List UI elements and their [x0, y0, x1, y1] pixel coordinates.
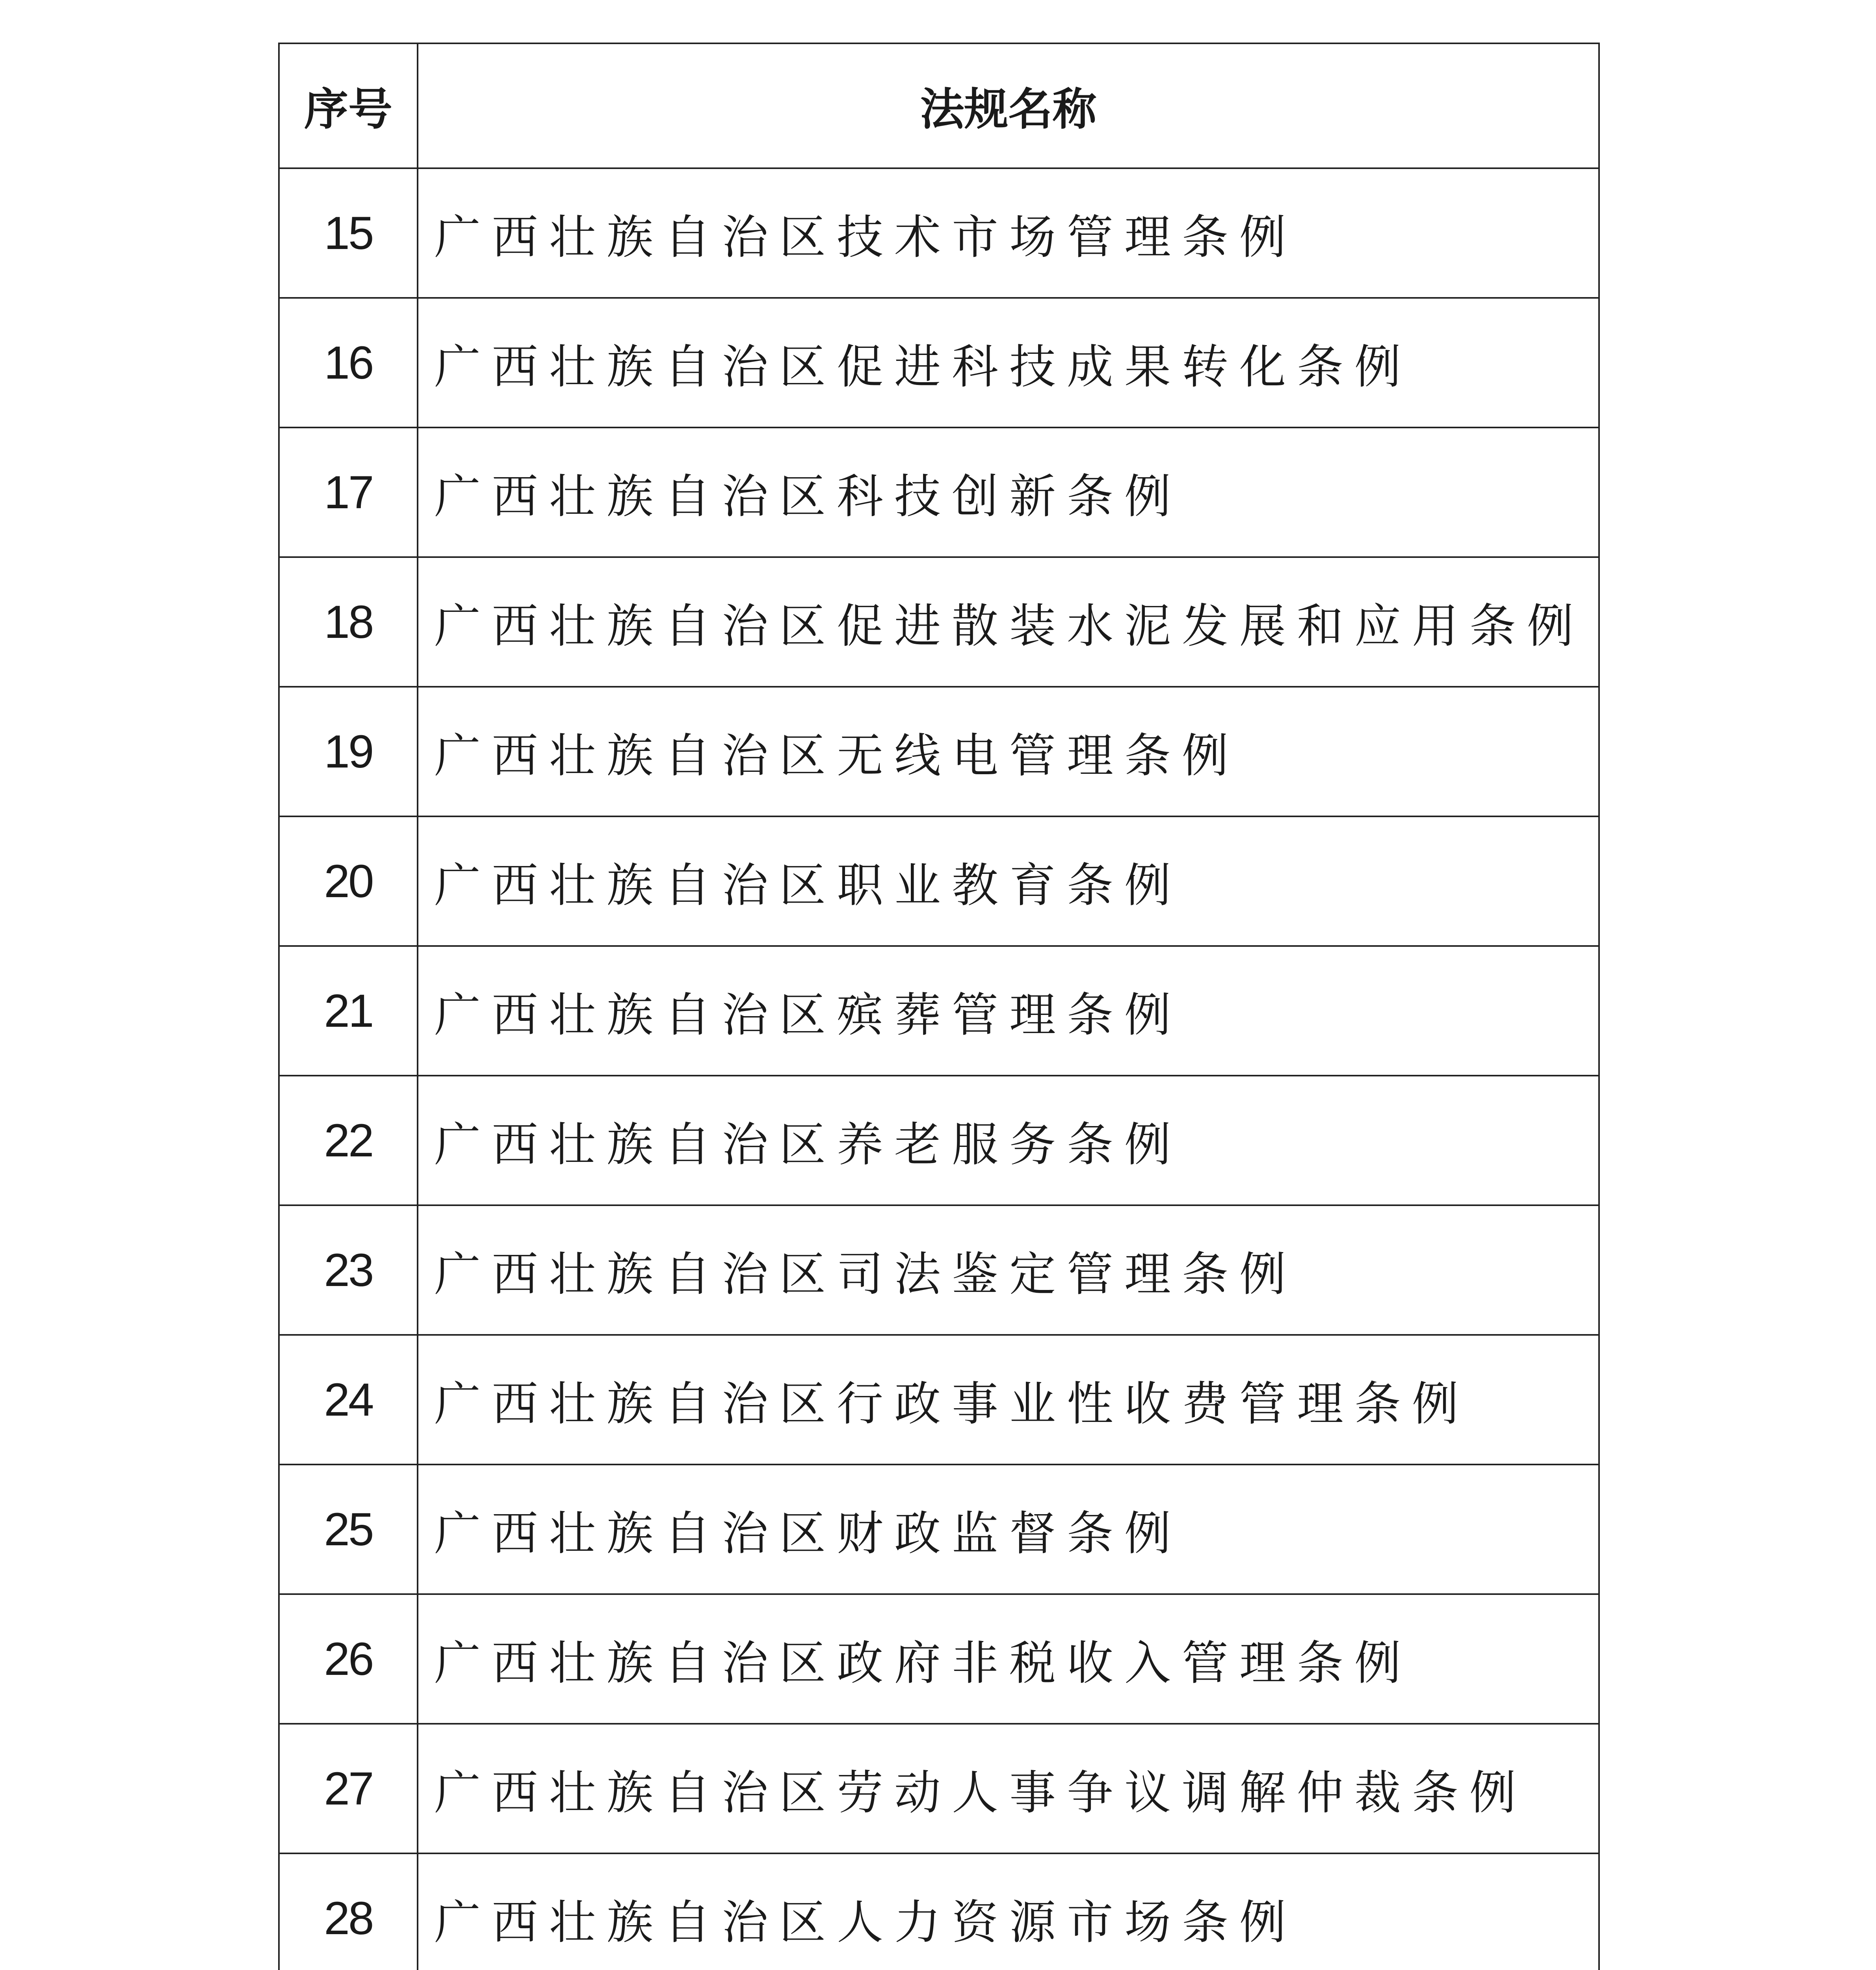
row-number: 17: [279, 427, 418, 557]
row-number: 19: [279, 687, 418, 816]
table-row: [279, 427, 1599, 557]
regulations-table: [278, 43, 1600, 1970]
row-number: 20: [279, 816, 418, 946]
table-row: [279, 1076, 1599, 1205]
header-name: 法规名称: [418, 43, 1599, 168]
table-row: [279, 168, 1599, 298]
table-body: [279, 168, 1599, 1970]
row-number: 24: [279, 1335, 418, 1464]
regulation-name: 广西壮族自治区技术市场管理条例: [418, 168, 1599, 298]
regulation-name: 广西壮族自治区科技创新条例: [418, 427, 1599, 557]
header-number: 序号: [279, 43, 418, 168]
row-number: 21: [279, 946, 418, 1076]
row-number: 27: [279, 1724, 418, 1853]
table-row: [279, 557, 1599, 687]
regulation-name: 广西壮族自治区财政监督条例: [418, 1464, 1599, 1594]
regulation-name: 广西壮族自治区促进科技成果转化条例: [418, 298, 1599, 427]
row-number: 23: [279, 1205, 418, 1335]
table-row: [279, 946, 1599, 1076]
regulation-name: 广西壮族自治区促进散装水泥发展和应用条例: [418, 557, 1599, 687]
row-number: 25: [279, 1464, 418, 1594]
header-row: [279, 43, 1599, 168]
row-number: 22: [279, 1076, 418, 1205]
row-number: 18: [279, 557, 418, 687]
table-row: [279, 1464, 1599, 1594]
table-row: [279, 687, 1599, 816]
row-number: 26: [279, 1594, 418, 1724]
regulation-name: 广西壮族自治区殡葬管理条例: [418, 946, 1599, 1076]
table-row: [279, 816, 1599, 946]
regulation-name: 广西壮族自治区养老服务条例: [418, 1076, 1599, 1205]
regulation-name: 广西壮族自治区职业教育条例: [418, 816, 1599, 946]
table-row: [279, 298, 1599, 427]
table-row: [279, 1853, 1599, 1970]
regulation-name: 广西壮族自治区政府非税收入管理条例: [418, 1594, 1599, 1724]
table-row: [279, 1594, 1599, 1724]
regulation-name: 广西壮族自治区司法鉴定管理条例: [418, 1205, 1599, 1335]
table-header: [279, 43, 1599, 168]
row-number: 16: [279, 298, 418, 427]
table-row: [279, 1205, 1599, 1335]
regulation-name: 广西壮族自治区无线电管理条例: [418, 687, 1599, 816]
regulation-name: 广西壮族自治区劳动人事争议调解仲裁条例: [418, 1724, 1599, 1853]
regulation-name: 广西壮族自治区行政事业性收费管理条例: [418, 1335, 1599, 1464]
row-number: 28: [279, 1853, 418, 1970]
table-row: [279, 1724, 1599, 1853]
regulation-name: 广西壮族自治区人力资源市场条例: [418, 1853, 1599, 1970]
row-number: 15: [279, 168, 418, 298]
table-row: [279, 1335, 1599, 1464]
